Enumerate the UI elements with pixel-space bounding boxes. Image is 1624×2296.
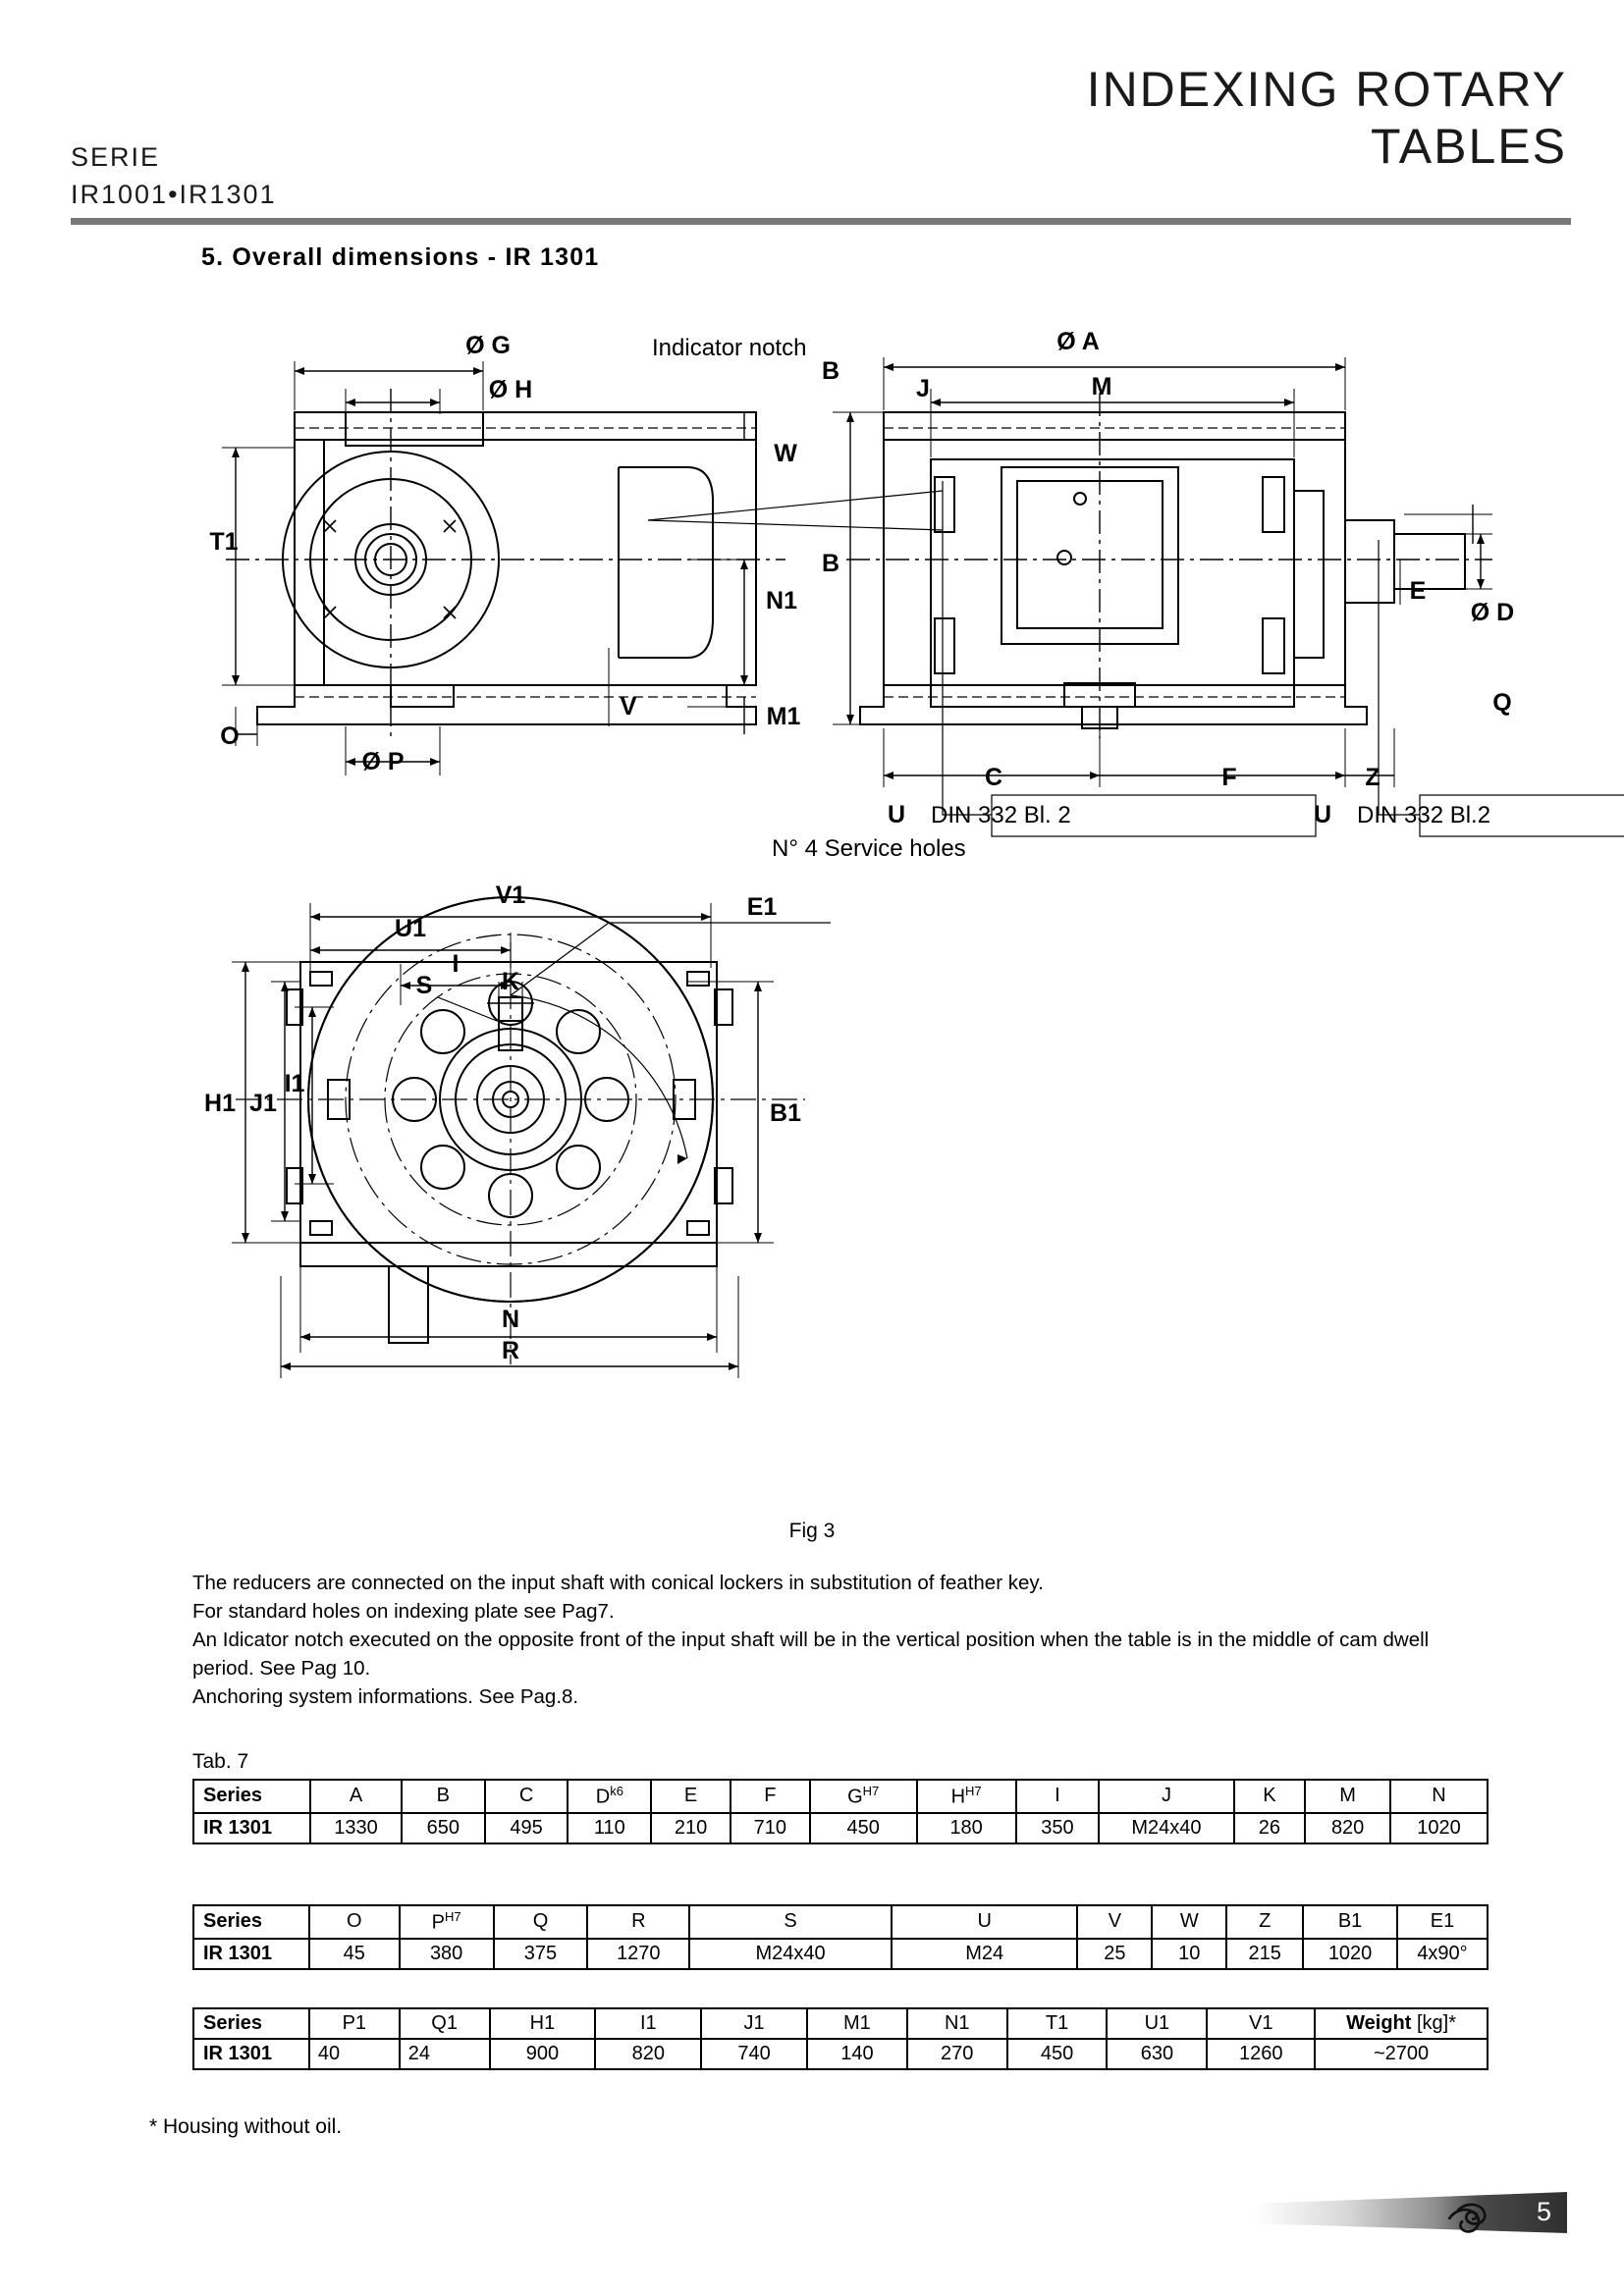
- col-q: Q: [494, 1905, 588, 1939]
- label-t1: T1: [209, 528, 239, 556]
- table-row: [193, 1939, 1488, 1969]
- serie-label: SERIE: [71, 142, 161, 172]
- cell-w: 10: [1152, 1939, 1226, 1969]
- label-s: S: [415, 972, 433, 999]
- col-r: R: [587, 1905, 689, 1939]
- col-c: C: [485, 1780, 568, 1813]
- col-u1: U1: [1107, 2008, 1207, 2039]
- col-h1: H1: [490, 2008, 596, 2039]
- label-dia-h: Ø H: [488, 376, 533, 403]
- label-u-right: U: [1314, 801, 1332, 828]
- label-din-right: DIN 332 Bl.2: [1357, 802, 1491, 828]
- label-dia-p: Ø P: [361, 748, 405, 775]
- cell-i1: 820: [595, 2039, 701, 2069]
- note-4: Anchoring system informations. See Pag.8.: [192, 1685, 579, 1709]
- table-header-row: [193, 1780, 1488, 1813]
- label-f: F: [1221, 764, 1237, 791]
- label-service-holes: N° 4 Service holes: [772, 835, 966, 862]
- col-weight: Weight [kg]*: [1315, 2008, 1488, 2039]
- col-j: J: [1099, 1780, 1233, 1813]
- label-r: R: [501, 1337, 520, 1364]
- cell-m1: 140: [807, 2039, 907, 2069]
- col-j1: J1: [701, 2008, 807, 2039]
- cell-z: 215: [1226, 1939, 1303, 1969]
- col-q1: Q1: [400, 2008, 490, 2039]
- label-j: J: [916, 375, 930, 402]
- cell-r: 1270: [587, 1939, 689, 1969]
- label-v1: V1: [495, 881, 526, 909]
- col-b1: B1: [1303, 1905, 1397, 1939]
- col-a: A: [310, 1780, 402, 1813]
- cell-q: 375: [494, 1939, 588, 1969]
- page-title-line1: INDEXING ROTARY: [1086, 62, 1567, 117]
- footer-bar: [1253, 2190, 1567, 2235]
- cell-o: 45: [309, 1939, 400, 1969]
- cell-n: 1020: [1390, 1813, 1488, 1843]
- cell-q1: 24: [400, 2039, 490, 2069]
- label-b-vert: B: [821, 550, 840, 577]
- label-n: N: [501, 1306, 520, 1333]
- cell-v1: 1260: [1207, 2039, 1315, 2069]
- table-header-row: [193, 2008, 1488, 2039]
- col-s: S: [689, 1905, 892, 1939]
- cell-c: 495: [485, 1813, 568, 1843]
- label-indicator-notch: Indicator notch: [652, 335, 807, 361]
- label-b1: B1: [770, 1099, 801, 1127]
- notes-block: [192, 1569, 1489, 1712]
- cell-d: 110: [568, 1813, 651, 1843]
- cell-h: 180: [917, 1813, 1016, 1843]
- col-series: Series: [193, 1905, 309, 1939]
- table-label: Tab. 7: [192, 1750, 249, 1773]
- footnote: * Housing without oil.: [149, 2115, 343, 2138]
- col-i1: I1: [595, 2008, 701, 2039]
- cell-j: M24x40: [1099, 1813, 1233, 1843]
- note-3: An Idicator notch executed on the opposite front of the input shaft will be in the vertical position when the table is in the middle of cam dwell period. See Pag 10.: [192, 1629, 1430, 1681]
- col-z: Z: [1226, 1905, 1303, 1939]
- col-v: V: [1077, 1905, 1152, 1939]
- label-n1: N1: [766, 587, 797, 614]
- col-e1: E1: [1397, 1905, 1488, 1939]
- cell-p1: 40: [309, 2039, 400, 2069]
- col-u: U: [892, 1905, 1078, 1939]
- section-title: 5. Overall dimensions - IR 1301: [201, 243, 600, 271]
- note-1: The reducers are connected on the input shaft with conical lockers in substitution of feather key.: [192, 1572, 1044, 1594]
- label-z: Z: [1365, 764, 1380, 791]
- cell-s: M24x40: [689, 1939, 892, 1969]
- label-v: V: [620, 693, 637, 721]
- label-o: O: [220, 722, 240, 750]
- col-series: Series: [193, 2008, 309, 2039]
- cell-n1: 270: [907, 2039, 1007, 2069]
- table-header-row: [193, 1905, 1488, 1939]
- cell-v: 25: [1077, 1939, 1152, 1969]
- label-u-left: U: [888, 801, 906, 828]
- label-din-left: DIN 332 Bl. 2: [931, 802, 1071, 828]
- serie-value: IR1001•IR1301: [71, 180, 277, 209]
- figure-caption: Fig 3: [788, 1520, 836, 1542]
- label-c: C: [984, 764, 1003, 791]
- col-i: I: [1016, 1780, 1100, 1813]
- label-e: E: [1409, 577, 1427, 605]
- cell-e1: 4x90°: [1397, 1939, 1488, 1969]
- cell-j1: 740: [701, 2039, 807, 2069]
- label-i1: I1: [284, 1070, 305, 1097]
- col-k: K: [1234, 1780, 1306, 1813]
- col-f: F: [731, 1780, 810, 1813]
- cell-u1: 630: [1107, 2039, 1207, 2069]
- cell-t1: 450: [1007, 2039, 1108, 2069]
- cell-b: 650: [402, 1813, 485, 1843]
- label-w: W: [774, 440, 797, 467]
- table-row: [193, 1813, 1488, 1843]
- col-m: M: [1305, 1780, 1390, 1813]
- cell-b1: 1020: [1303, 1939, 1397, 1969]
- label-q: Q: [1492, 689, 1512, 717]
- col-g: $G^{H7}$: [810, 1780, 917, 1813]
- header-divider: [71, 218, 1571, 225]
- cell-u: M24: [892, 1939, 1078, 1969]
- label-u1: U1: [395, 915, 426, 942]
- col-o: O: [309, 1905, 400, 1939]
- col-h: $H^{H7}$: [917, 1780, 1016, 1813]
- cell-k: 26: [1234, 1813, 1306, 1843]
- label-h1: H1: [204, 1090, 236, 1117]
- col-n1: N1: [907, 2008, 1007, 2039]
- col-v1: V1: [1207, 2008, 1315, 2039]
- page-title: [782, 61, 1567, 175]
- col-w: W: [1152, 1905, 1226, 1939]
- technical-drawing: [0, 294, 1624, 1551]
- col-n: N: [1390, 1780, 1488, 1813]
- label-dia-d: Ø D: [1470, 599, 1515, 626]
- cell-a: 1330: [310, 1813, 402, 1843]
- drawing-svg: [0, 294, 1624, 1551]
- label-j1: J1: [249, 1090, 277, 1117]
- cell-series: IR 1301: [193, 1939, 309, 1969]
- label-i: I: [452, 950, 460, 978]
- page-title-line2: TABLES: [1370, 119, 1567, 174]
- label-b: B: [821, 357, 840, 385]
- col-d: $D^{k6}$: [568, 1780, 651, 1813]
- col-p: $P^{H7}$: [400, 1905, 494, 1939]
- label-dia-g: Ø G: [465, 332, 511, 359]
- cell-g: 450: [810, 1813, 917, 1843]
- cell-h1: 900: [490, 2039, 596, 2069]
- note-2: For standard holes on indexing plate see Pag7.: [192, 1600, 615, 1624]
- cell-i: 350: [1016, 1813, 1100, 1843]
- label-m: M: [1091, 373, 1112, 400]
- dimensions-table-1: [192, 1779, 1489, 1844]
- cell-m: 820: [1305, 1813, 1390, 1843]
- col-series: Series: [193, 1780, 310, 1813]
- label-dia-a: Ø A: [1056, 328, 1100, 355]
- cell-series: IR 1301: [193, 1813, 310, 1843]
- cell-p: 380: [400, 1939, 494, 1969]
- col-b: B: [402, 1780, 485, 1813]
- dimensions-table-2: [192, 1904, 1489, 1970]
- label-k: K: [501, 968, 520, 995]
- cell-f: 710: [731, 1813, 810, 1843]
- dimensions-table-3: [192, 2007, 1489, 2070]
- col-t1: T1: [1007, 2008, 1108, 2039]
- col-p1: P1: [309, 2008, 400, 2039]
- label-m1: M1: [766, 703, 801, 730]
- cell-e: 210: [651, 1813, 731, 1843]
- col-e: E: [651, 1780, 731, 1813]
- label-e1: E1: [746, 893, 778, 921]
- cell-weight: ~2700: [1315, 2039, 1488, 2069]
- cell-series: IR 1301: [193, 2039, 309, 2069]
- page-number: 5: [1536, 2197, 1551, 2226]
- table-row: [193, 2039, 1488, 2069]
- col-m1: M1: [807, 2008, 907, 2039]
